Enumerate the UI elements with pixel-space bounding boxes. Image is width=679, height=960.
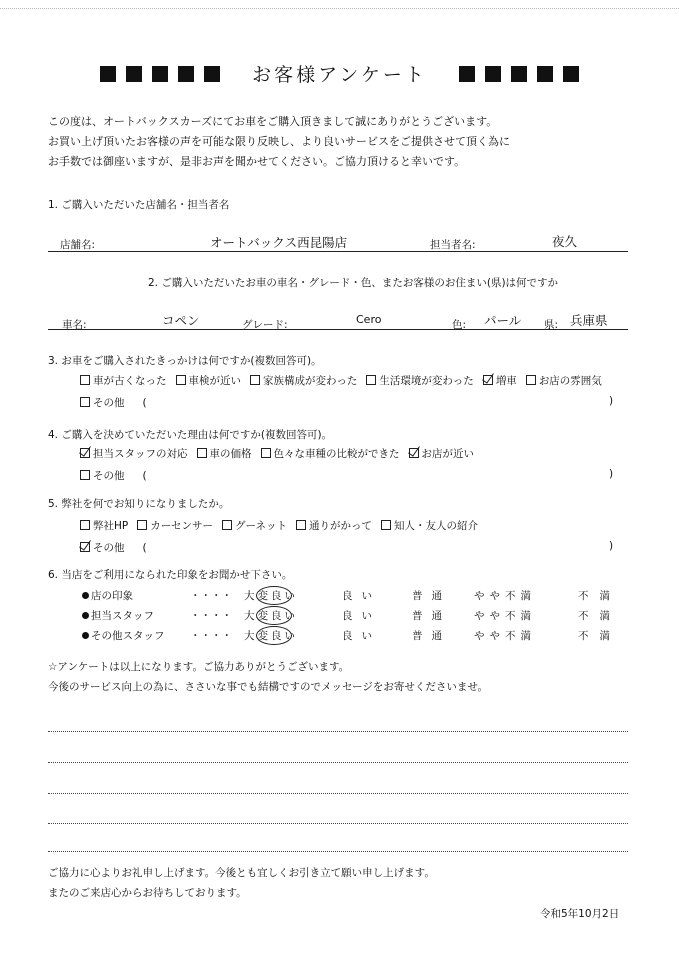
intro-line: お手数では御座いますが、是非お声を聞かせてください。ご協力頂けると幸いです。 <box>48 155 466 168</box>
message-line[interactable] <box>48 823 628 824</box>
scale-good[interactable]: 良い <box>342 610 381 622</box>
checkbox-icon[interactable] <box>296 520 306 530</box>
scale-somewhat-dissatisfied[interactable]: やや不満 <box>474 590 536 602</box>
checkbox-icon[interactable] <box>381 520 391 530</box>
store-value[interactable]: オートバックス西昆陽店 <box>210 235 348 250</box>
square-icon <box>100 66 116 82</box>
message-line[interactable] <box>48 851 628 852</box>
scale-average[interactable]: 普通 <box>412 610 451 622</box>
grade-value[interactable]: Cero <box>356 313 382 326</box>
q3-option[interactable]: 生活環境が変わった <box>366 373 473 388</box>
checkbox-icon[interactable] <box>261 448 271 458</box>
pref-label: 県: <box>544 319 559 331</box>
staff-label: 担当者名: <box>430 239 476 251</box>
message-line[interactable] <box>48 762 628 763</box>
rating-row-store: 店の印象 <box>82 588 133 603</box>
q3-other[interactable]: その他 ( <box>80 395 147 410</box>
selection-circle <box>256 606 292 625</box>
scale-somewhat-dissatisfied[interactable]: やや不満 <box>474 610 536 622</box>
q5-option[interactable]: 弊社HP <box>80 518 128 533</box>
scale-very-good[interactable]: 大変良い <box>244 590 298 602</box>
checkbox-icon[interactable] <box>80 397 90 407</box>
square-icon <box>511 66 527 82</box>
rating-row-other-staff: その他スタッフ <box>82 628 165 643</box>
bullet-icon <box>82 632 89 639</box>
q3-option[interactable]: 増車 <box>483 373 517 388</box>
checkbox-icon[interactable] <box>222 520 232 530</box>
q5-option[interactable]: 通りがかって <box>296 518 372 533</box>
scale-very-good[interactable]: 大変良い <box>244 610 298 622</box>
checkbox-icon[interactable] <box>80 375 90 385</box>
q6-question: 6. 当店をご利用になられた印象をお聞かせ下さい。 <box>48 569 293 581</box>
q3-option[interactable]: 家族構成が変わった <box>250 373 357 388</box>
car-label: 車名: <box>62 319 87 331</box>
survey-title-text: お客様アンケート <box>252 64 427 86</box>
scale-average[interactable]: 普通 <box>412 590 451 602</box>
selection-circle <box>256 586 292 605</box>
q4-option[interactable]: 車の価格 <box>197 446 252 461</box>
checkbox-checked-icon[interactable] <box>409 448 419 458</box>
q2-question: 2. ご購入いただいたお車の車名・グレード・色、またお客様のお住まい(県)は何ですか <box>148 277 559 289</box>
q4-other-close: ) <box>609 468 614 480</box>
closing-line-1: ☆アンケートは以上になります。ご協力ありがとうございます。 <box>48 661 350 673</box>
checkbox-checked-icon[interactable] <box>80 448 90 458</box>
footer-line-2: またのご来店心からお待ちしております。 <box>48 887 247 899</box>
selection-circle <box>256 626 292 645</box>
q3-option[interactable]: 車検が近い <box>176 373 242 388</box>
leader-dots: ・・・・ <box>190 590 232 602</box>
square-icon <box>126 66 142 82</box>
q5-option[interactable]: グーネット <box>222 518 287 533</box>
leader-dots: ・・・・ <box>190 610 232 622</box>
q1-underline <box>48 251 628 252</box>
square-icon <box>563 66 579 82</box>
checkbox-checked-icon[interactable] <box>80 542 90 552</box>
q5-option[interactable]: 知人・友人の紹介 <box>381 518 478 533</box>
scale-very-good[interactable]: 大変良い <box>244 630 298 642</box>
square-icon <box>485 66 501 82</box>
pref-value[interactable]: 兵庫県 <box>570 313 608 328</box>
q5-option[interactable]: カーセンサー <box>137 518 213 533</box>
q5-options <box>80 518 487 533</box>
intro-line: お買い上げ頂いたお客様の声を可能な限り反映し、より良いサービスをご提供させて頂く為に <box>48 135 510 148</box>
checkbox-icon[interactable] <box>80 520 90 530</box>
scale-somewhat-dissatisfied[interactable]: やや不満 <box>474 630 536 642</box>
q3-options <box>80 373 611 388</box>
q4-other[interactable]: その他 ( <box>80 468 147 483</box>
scale-good[interactable]: 良い <box>342 590 381 602</box>
color-label: 色: <box>452 319 467 331</box>
checkbox-icon[interactable] <box>526 375 536 385</box>
footer-line-1: ご協力に心よりお礼申し上げます。今後とも宜しくお引き立て願い申し上げます。 <box>48 867 435 879</box>
scale-good[interactable]: 良い <box>342 630 381 642</box>
scale-dissatisfied[interactable]: 不満 <box>578 590 621 602</box>
checkbox-icon[interactable] <box>197 448 207 458</box>
grade-label: グレード: <box>242 319 288 331</box>
bullet-icon <box>82 612 89 619</box>
checkbox-icon[interactable] <box>80 470 90 480</box>
scale-dissatisfied[interactable]: 不満 <box>578 630 621 642</box>
square-icon <box>152 66 168 82</box>
q1-question: 1. ご購入いただいた店舗名・担当者名 <box>48 199 230 211</box>
staff-value[interactable]: 夜久 <box>552 234 578 249</box>
square-icon <box>178 66 194 82</box>
q2-underline <box>48 329 628 330</box>
q3-option[interactable]: 車が古くなった <box>80 373 167 388</box>
store-label: 店舗名: <box>60 239 96 251</box>
car-value[interactable]: コペン <box>162 313 200 328</box>
q5-question: 5. 弊社を何でお知りになりましたか。 <box>48 498 230 510</box>
checkbox-icon[interactable] <box>176 375 186 385</box>
q5-other[interactable]: その他 ( <box>80 540 147 555</box>
scale-dissatisfied[interactable]: 不満 <box>578 610 621 622</box>
q4-option[interactable]: お店が近い <box>409 446 475 461</box>
message-line[interactable] <box>48 731 628 732</box>
q4-option[interactable]: 色々な車種の比較ができた <box>261 446 400 461</box>
checkbox-icon[interactable] <box>250 375 260 385</box>
q3-question: 3. お車をご購入されたきっかけは何ですか(複数回答可)。 <box>48 355 322 367</box>
q3-other-close: ) <box>609 395 614 407</box>
closing-line-2: 今後のサービス向上の為に、ささいな事でも結構ですのでメッセージをお寄せくださいませ。 <box>48 681 489 693</box>
footer-date: 令和5年10月2日 <box>540 908 620 920</box>
scale-average[interactable]: 普通 <box>412 630 451 642</box>
q3-option[interactable]: お店の雰囲気 <box>526 373 602 388</box>
checkbox-checked-icon[interactable] <box>483 375 493 385</box>
survey-title <box>0 60 679 87</box>
q4-option[interactable]: 担当スタッフの対応 <box>80 446 188 461</box>
q4-question: 4. ご購入を決めていただいた理由は何ですか(複数回答可)。 <box>48 429 333 441</box>
top-border <box>0 8 679 9</box>
message-line[interactable] <box>48 793 628 794</box>
square-icon <box>459 66 475 82</box>
checkbox-icon[interactable] <box>137 520 147 530</box>
q4-options <box>80 446 483 461</box>
bullet-icon <box>82 592 89 599</box>
square-icon <box>204 66 220 82</box>
checkbox-icon[interactable] <box>366 375 376 385</box>
leader-dots: ・・・・ <box>190 630 232 642</box>
q5-other-close: ) <box>609 540 614 552</box>
intro-line: この度は、オートバックスカーズにてお車をご購入頂きまして誠にありがとうございます。 <box>48 115 498 128</box>
intro-text <box>48 112 510 172</box>
square-icon <box>537 66 553 82</box>
rating-row-staff: 担当スタッフ <box>82 608 154 623</box>
color-value[interactable]: パール <box>484 313 522 328</box>
